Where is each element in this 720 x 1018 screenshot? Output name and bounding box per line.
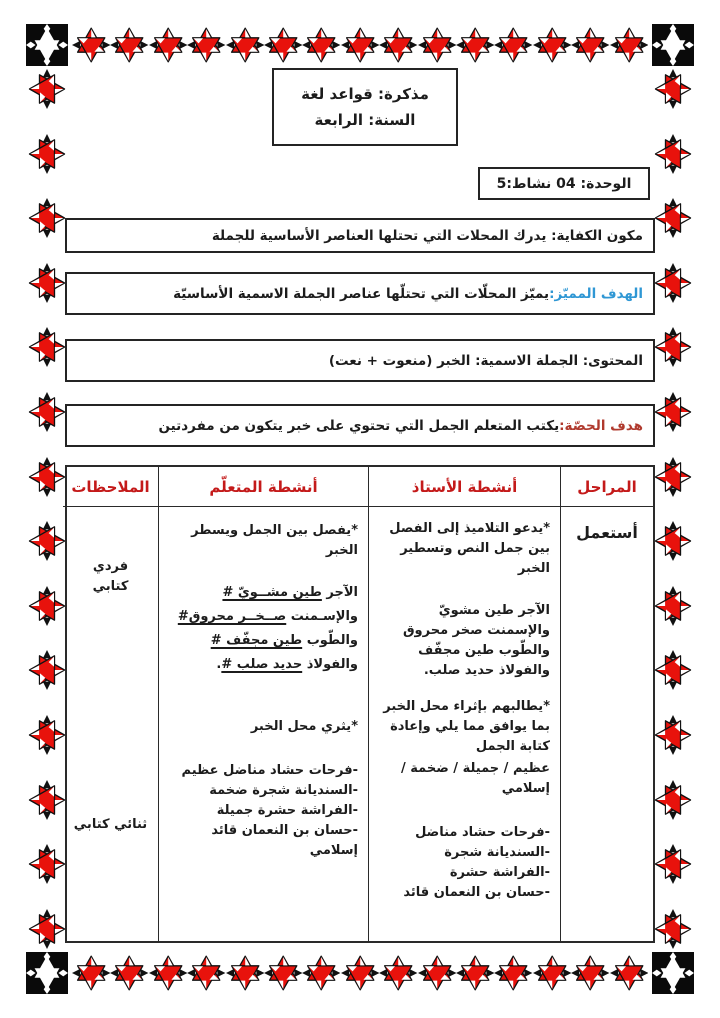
border-star-icon bbox=[610, 954, 648, 992]
list-item: -السنديانة شجرة ضخمة bbox=[209, 783, 358, 798]
border-star-icon bbox=[187, 26, 225, 64]
border-star-icon bbox=[654, 844, 692, 884]
border-star-icon bbox=[28, 69, 66, 109]
session-goal-box bbox=[65, 404, 655, 447]
year-line: السنة: الرابعة bbox=[314, 111, 416, 129]
border-star-icon bbox=[654, 327, 692, 367]
border-stars-left bbox=[26, 70, 68, 948]
corner-star-icon bbox=[26, 24, 68, 66]
list-item: -فرحات حشاد مناضل عظيم bbox=[181, 763, 358, 778]
goal-text: يميّز المحلّات التي تحتلّها عناصر الجملة الاسمية الأساسيّة bbox=[173, 285, 550, 302]
border-star-icon bbox=[302, 26, 340, 64]
border-star-icon bbox=[187, 954, 225, 992]
border-star-icon bbox=[110, 954, 148, 992]
corner-star-icon bbox=[652, 24, 694, 66]
border-star-icon bbox=[654, 715, 692, 755]
corner-star-icon bbox=[652, 952, 694, 994]
border-star-icon bbox=[494, 954, 532, 992]
teacher-paragraph: عظيم / جميلة / ضخمة /إسلامي bbox=[400, 761, 550, 796]
content-box bbox=[65, 339, 655, 382]
border-star-icon bbox=[654, 586, 692, 626]
learner-underlined-exercise: الآجر طين مشــويّ # والإسـمنت صــخــر محروق# والطّوب طين مجفّف # والفولاذ حديد صلب #. bbox=[177, 585, 358, 672]
border-stars-bottom bbox=[72, 952, 648, 994]
border-star-icon bbox=[72, 954, 110, 992]
column-header-teacher-activities: أنشطة الأستاذ bbox=[368, 467, 560, 507]
corner-star-icon bbox=[26, 952, 68, 994]
border-star-icon bbox=[110, 26, 148, 64]
border-star-icon bbox=[571, 954, 609, 992]
list-item: -الفراشة حشرة جميلة bbox=[216, 803, 358, 818]
competency-box bbox=[65, 218, 655, 253]
border-star-icon bbox=[456, 26, 494, 64]
session-goal-label: هدف الحصّة: bbox=[559, 417, 643, 434]
border-stars-right bbox=[652, 70, 694, 948]
border-star-icon bbox=[264, 26, 302, 64]
note-work-mode: ثنائي كتابي bbox=[73, 817, 148, 832]
teacher-paragraph: *يطالبهم بإثراء محل الخبر بما يوافق مما يلي وإعادة كتابة الجمل bbox=[383, 699, 550, 754]
border-star-icon bbox=[28, 521, 66, 561]
note-work-mode: فردي كتابي bbox=[92, 559, 129, 594]
unit-box bbox=[478, 167, 650, 200]
column-header-notes: الملاحظات bbox=[63, 467, 158, 507]
border-star-icon bbox=[654, 69, 692, 109]
border-star-icon bbox=[654, 392, 692, 432]
list-item: -حسان بن النعمان قائد إسلامي bbox=[211, 823, 358, 858]
border-stars-top bbox=[72, 24, 648, 66]
border-star-icon bbox=[28, 715, 66, 755]
border-star-icon bbox=[654, 198, 692, 238]
border-star-icon bbox=[28, 457, 66, 497]
learner-paragraph: *يثري محل الخبر bbox=[250, 719, 358, 734]
border-star-icon bbox=[28, 780, 66, 820]
border-star-icon bbox=[418, 26, 456, 64]
teacher-paragraph: *يدعو التلاميذ إلى الفصل بين جمل النص وتسطير الخبر bbox=[389, 521, 550, 576]
stage-name: أستعمل bbox=[576, 523, 638, 542]
learner-activities-cell bbox=[158, 507, 368, 941]
border-star-icon bbox=[226, 26, 264, 64]
border-star-icon bbox=[654, 263, 692, 303]
session-goal-text: يكتب المتعلم الجمل التي تحتوي على خبر يتكون من مفردتين bbox=[158, 417, 560, 434]
border-star-icon bbox=[28, 198, 66, 238]
title-box bbox=[272, 68, 458, 146]
border-star-icon bbox=[302, 954, 340, 992]
teacher-activities-cell bbox=[368, 507, 560, 941]
border-star-icon bbox=[571, 26, 609, 64]
notes-cell bbox=[63, 507, 158, 941]
border-star-icon bbox=[379, 954, 417, 992]
border-star-icon bbox=[149, 954, 187, 992]
teacher-example-list bbox=[379, 823, 550, 903]
border-star-icon bbox=[264, 954, 302, 992]
column-header-stages: المراحل bbox=[560, 467, 653, 507]
border-star-icon bbox=[72, 26, 110, 64]
border-star-icon bbox=[533, 954, 571, 992]
border-star-icon bbox=[654, 457, 692, 497]
border-star-icon bbox=[28, 134, 66, 174]
border-star-icon bbox=[28, 909, 66, 949]
border-star-icon bbox=[654, 134, 692, 174]
border-star-icon bbox=[456, 954, 494, 992]
lesson-plan-table bbox=[65, 465, 655, 943]
border-star-icon bbox=[418, 954, 456, 992]
border-star-icon bbox=[341, 954, 379, 992]
border-star-icon bbox=[149, 26, 187, 64]
list-item: -السنديانة شجرة bbox=[444, 845, 550, 860]
border-star-icon bbox=[28, 263, 66, 303]
learner-example-list bbox=[169, 761, 358, 861]
stage-cell bbox=[560, 507, 653, 941]
list-item: -حسان بن النعمان قائد bbox=[403, 885, 550, 900]
border-star-icon bbox=[226, 954, 264, 992]
border-star-icon bbox=[28, 392, 66, 432]
border-star-icon bbox=[494, 26, 532, 64]
list-item: -فرحات حشاد مناضل bbox=[415, 825, 550, 840]
border-star-icon bbox=[654, 650, 692, 690]
border-star-icon bbox=[341, 26, 379, 64]
teacher-paragraph: الآجر طين مشويّ والإسمنت صخر محروق والطّوب طين مجفّف والفولاذ حديد صلب. bbox=[402, 603, 550, 678]
content-text: المحتوى: الجملة الاسمية: الخبر (منعوت + نعت) bbox=[328, 352, 643, 369]
unit-line: الوحدة: 04 نشاط:5 bbox=[496, 175, 632, 192]
border-star-icon bbox=[533, 26, 571, 64]
competency-text: مكون الكفاية: يدرك المحلات التي تحتلها العناصر الأساسية للجملة bbox=[211, 227, 643, 244]
border-star-icon bbox=[379, 26, 417, 64]
list-item: -الفراشة حشرة bbox=[449, 865, 550, 880]
border-star-icon bbox=[610, 26, 648, 64]
column-header-learner-activities: أنشطة المتعلّم bbox=[158, 467, 368, 507]
document-title: مذكرة: قواعد لغة bbox=[301, 85, 429, 103]
goal-label: الهدف المميّز: bbox=[549, 285, 643, 302]
learner-paragraph: *يفصل بين الجمل ويسطر الخبر bbox=[191, 523, 358, 558]
goal-box bbox=[65, 272, 655, 315]
border-star-icon bbox=[654, 909, 692, 949]
border-star-icon bbox=[28, 650, 66, 690]
border-star-icon bbox=[28, 844, 66, 884]
border-star-icon bbox=[654, 780, 692, 820]
border-star-icon bbox=[28, 586, 66, 626]
border-star-icon bbox=[28, 327, 66, 367]
border-star-icon bbox=[654, 521, 692, 561]
